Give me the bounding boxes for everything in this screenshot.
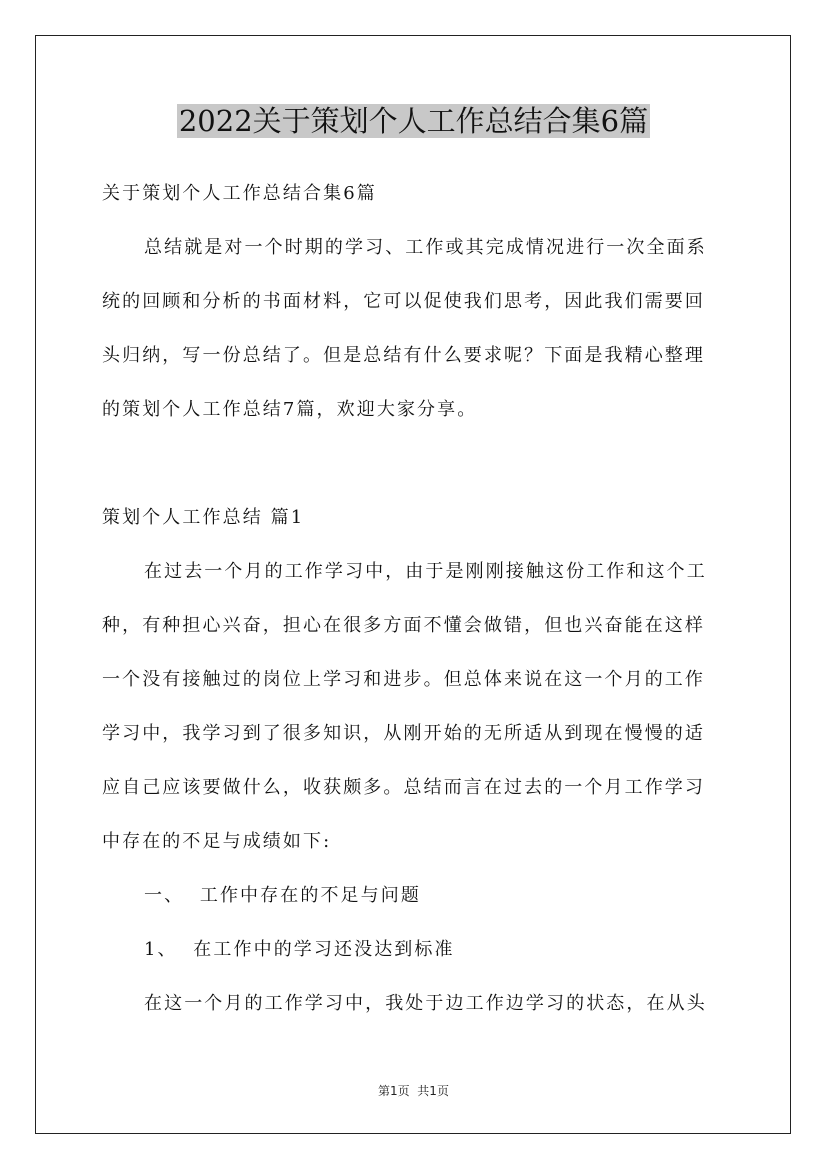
intro-line-2: 统的回顾和分析的书面材料，它可以促使我们思考，因此我们需要回 (102, 291, 705, 312)
body-line-7: 在这一个月的工作学习中，我处于边工作边学习的状态，在从头 (144, 993, 707, 1014)
body-line-5: 应自己应该要做什么，收获颇多。总结而言在过去的一个月工作学习 (102, 777, 705, 798)
body-line-6: 中存在的不足与成绩如下: (102, 831, 332, 852)
body-line-3: 一个没有接触过的岗位上学习和进步。但总体来说在这一个月的工作 (102, 669, 705, 690)
list-heading-1: 一、 工作中存在的不足与问题 (144, 885, 421, 906)
intro-line-3: 头归纳，写一份总结了。但是总结有什么要求呢？下面是我精心整理 (102, 345, 705, 366)
body-line-4: 学习中，我学习到了很多知识，从刚开始的无所适从到现在慢慢的适 (102, 723, 705, 744)
intro-line-4: 的策划个人工作总结7篇，欢迎大家分享。 (102, 399, 478, 420)
page-footer: 第1页 共1页 (378, 1084, 449, 1098)
section-heading: 策划个人工作总结 篇1 (102, 507, 305, 528)
intro-line-1: 总结就是对一个时期的学习、工作或其完成情况进行一次全面系 (144, 237, 707, 258)
body-line-1: 在过去一个月的工作学习中，由于是刚刚接触这份工作和这个工 (144, 561, 707, 582)
list-item-1: 1、 在工作中的学习还没达到标准 (144, 939, 455, 960)
body-line-2: 种，有种担心兴奋，担心在很多方面不懂会做错，但也兴奋能在这样 (102, 615, 705, 636)
subtitle-line: 关于策划个人工作总结合集6篇 (102, 183, 377, 204)
document-title: 2022关于策划个人工作总结合集6篇 (178, 104, 649, 138)
